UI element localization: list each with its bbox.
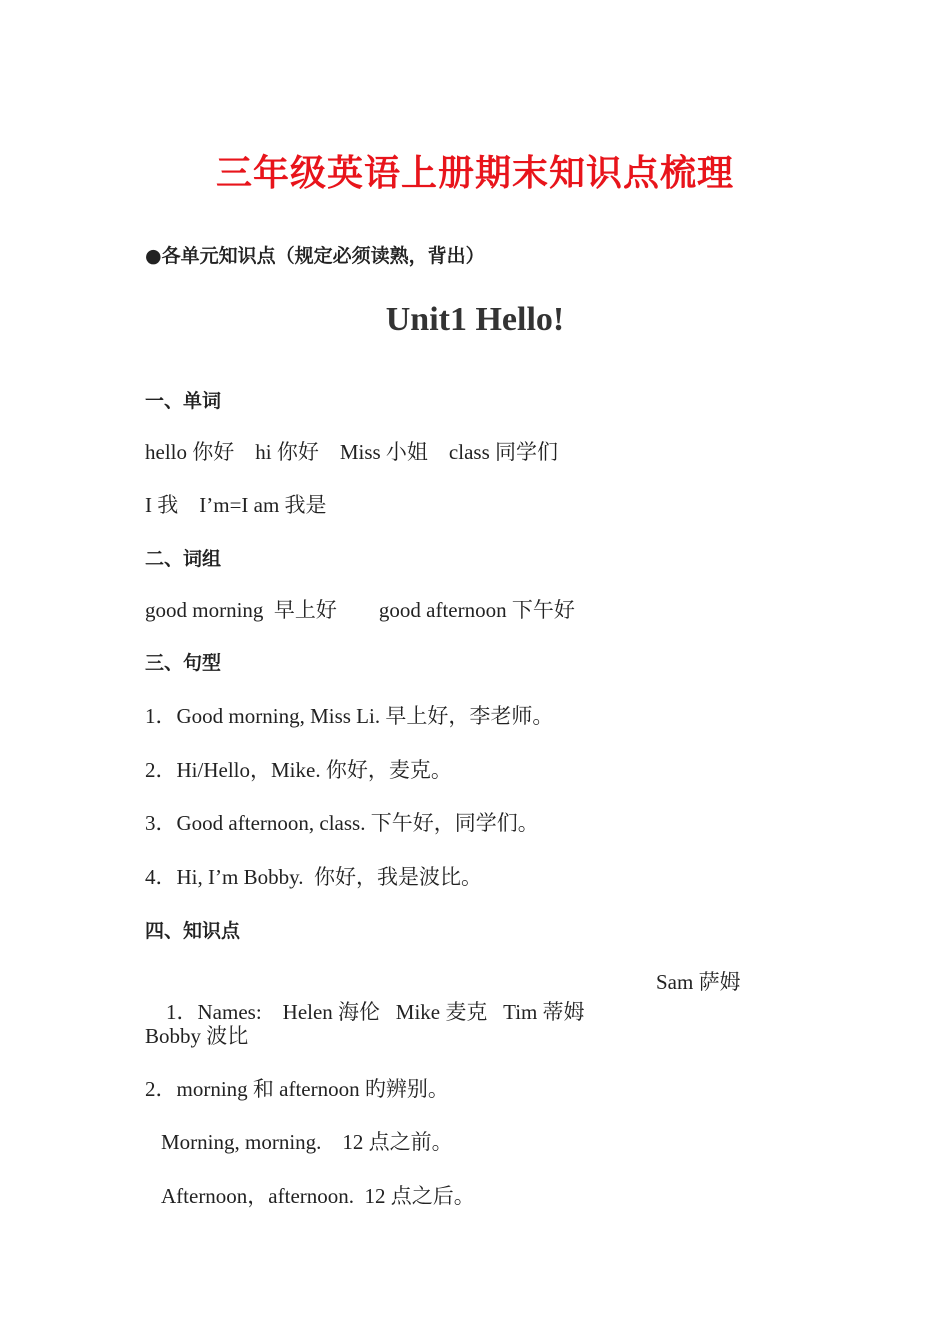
point-1-names-continued: Bobby 波比 bbox=[145, 1024, 249, 1048]
sentence-1: 1．Good morning, Miss Li. 早上好，李老师。 bbox=[145, 704, 554, 728]
point-2: 2．morning 和 afternoon 旳辨别。 bbox=[145, 1077, 449, 1101]
vocab-line-1: hello 你好 hi 你好 Miss 小姐 class 同学们 bbox=[145, 440, 558, 464]
phrases-heading: 二、词组 bbox=[145, 548, 222, 570]
point-2-afternoon: Afternoon，afternoon. 12 点之后。 bbox=[161, 1184, 475, 1208]
unit-title: Unit1 Hello! bbox=[385, 301, 565, 338]
point-2-morning: Morning, morning. 12 点之前。 bbox=[161, 1130, 453, 1154]
point-1-names-part-a: 1．Names: Helen 海伦 Mike 麦克 Tim 蒂姆 bbox=[166, 1000, 585, 1024]
intro-bullet-line: ●各单元知识点（规定必须读熟，背出） bbox=[145, 245, 485, 267]
sentence-3: 3．Good afternoon, class. 下午好，同学们。 bbox=[145, 811, 539, 835]
vocab-heading: 一、单词 bbox=[145, 390, 222, 412]
points-heading: 四、知识点 bbox=[145, 920, 241, 942]
sentence-2: 2．Hi/Hello，Mike. 你好，麦克。 bbox=[145, 758, 452, 782]
sentence-4: 4．Hi, I’m Bobby. 你好，我是波比。 bbox=[145, 865, 482, 889]
phrases-line-1: good morning 早上好 good afternoon 下午好 bbox=[145, 598, 575, 622]
vocab-line-2: I 我 I’m=I am 我是 bbox=[145, 493, 327, 517]
sentences-heading: 三、句型 bbox=[145, 652, 222, 674]
point-1-names-part-b: Sam 萨姆 bbox=[656, 970, 741, 994]
document-title: 三年级英语上册期末知识点梳理 bbox=[215, 153, 734, 194]
